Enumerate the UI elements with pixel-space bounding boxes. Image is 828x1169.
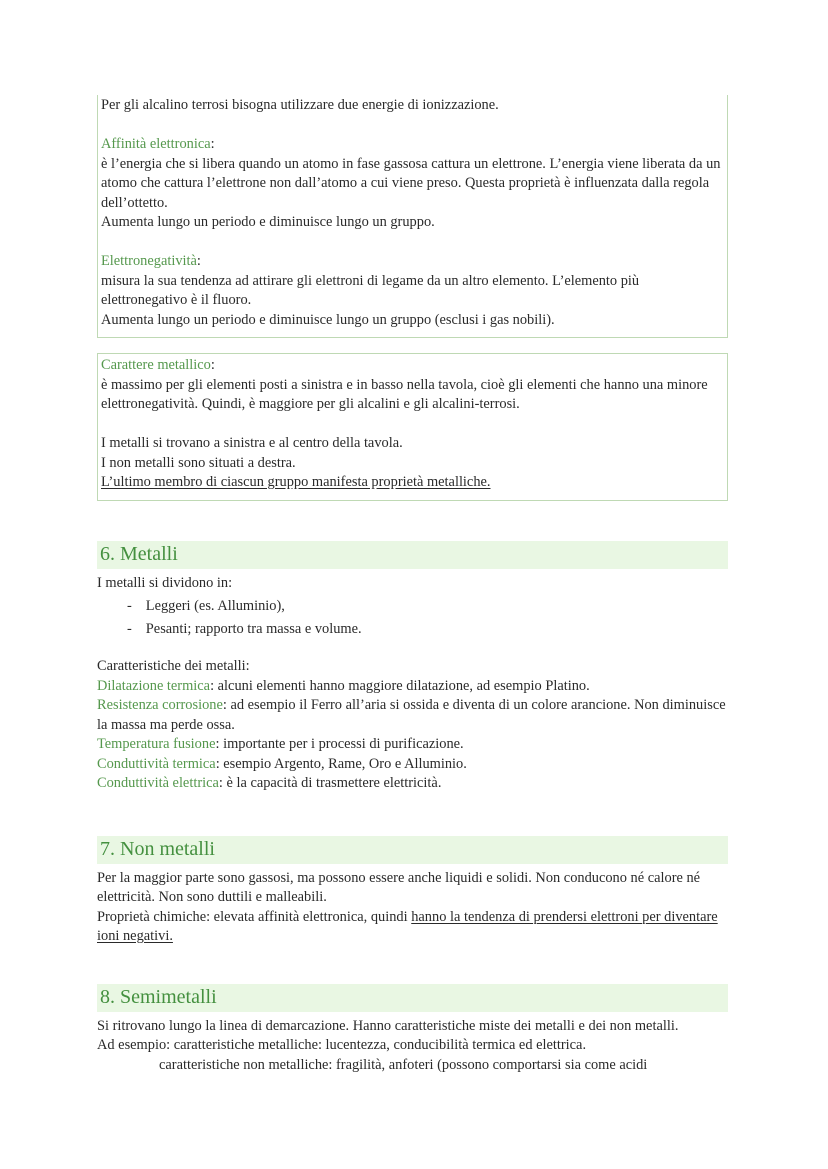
term-heading-affinity <box>101 135 723 155</box>
paragraph-metals-intro: I metalli si dividono in: <box>97 574 233 591</box>
term-colon: : <box>210 136 215 152</box>
term-colon: : <box>210 357 215 373</box>
characteristic-label: Temperatura fusione <box>97 736 216 752</box>
characteristic-text: : esempio Argento, Rame, Oro e Alluminio. <box>215 755 467 772</box>
characteristic-item <box>97 677 728 697</box>
paragraph-semimetals-metallic-traits: Ad esempio: caratteristiche metalliche: lucentezza, conducibilità termica ed elettrica. <box>97 1037 587 1053</box>
characteristic-label: Dilatazione termica <box>97 677 211 694</box>
paragraph-last-member-underlined: L’ultimo membro di ciascun gruppo manifesta proprietà metalliche. <box>101 474 491 490</box>
characteristic-item <box>97 696 728 735</box>
paragraph-affinity-body: è l’energia che si libera quando un atomo in fase gassosa cattura un elettrone. L’energia viene liberata da un atomo che cattura l’elettrone non dall’atomo a cui viene preso. Questa proprietà è influenzata dalla regola dell’ottetto. <box>101 155 721 211</box>
characteristic-text: : alcuni elementi hanno maggiore dilatazione, ad esempio Platino. <box>210 677 590 694</box>
metals-type-list <box>97 595 728 641</box>
bullet-dash: - <box>127 598 132 614</box>
characteristic-item <box>97 755 728 775</box>
characteristic-label: Conduttività elettrica <box>97 775 219 791</box>
term-label-affinity: Affinità elettronica <box>101 136 211 152</box>
section-heading-non-metalli: 7. Non metalli <box>97 836 728 864</box>
list-item <box>97 595 728 618</box>
characteristic-text: : importante per i processi di purificazione. <box>215 736 464 752</box>
paragraph-affinity-trend: Aumenta lungo un periodo e diminuisce lungo un gruppo. <box>101 214 435 230</box>
characteristic-item <box>97 735 728 755</box>
bullet-dash: - <box>127 621 132 637</box>
term-heading-electronegativity <box>101 252 723 272</box>
paragraph-metals-position: I metalli si trovano a sinistra e al centro della tavola. <box>101 435 403 451</box>
paragraph-nonmetals-properties: Per la maggior parte sono gassosi, ma possono essere anche liquidi e solidi. Non conducono né calore né elettricità. Non sono duttili e malleabili. <box>97 869 701 905</box>
paragraph-metallic-body: è massimo per gli elementi posti a sinistra e in basso nella tavola, cioè gli elementi che hanno una minore elettronegatività. Quindi, è maggiore per gli alcalini e gli alcalini-terrosi. <box>101 376 708 412</box>
paragraph-nonmetals-chemical <box>97 908 728 947</box>
paragraph-semimetals-location: Si ritrovano lungo la linea di demarcazione. Hanno caratteristiche miste dei metalli e dei non metalli. <box>97 1017 679 1034</box>
term-label-electronegativity: Elettronegatività <box>101 253 197 269</box>
section-heading-semimetalli: 8. Semimetalli <box>97 984 728 1012</box>
characteristic-label: Resistenza corrosione <box>97 697 223 713</box>
paragraph-electronegativity-trend: Aumenta lungo un periodo e diminuisce lungo un gruppo (esclusi i gas nobili). <box>101 311 555 328</box>
term-heading-metallic <box>101 356 723 376</box>
characteristic-text: : ad esempio il Ferro all’aria si ossida e diventa di un colore arancione. Non diminuisce la massa ma perde ossa. <box>97 697 726 733</box>
characteristic-label: Conduttività termica <box>97 755 216 772</box>
chemical-properties-underlined: hanno la tendenza di prendersi elettroni per diventare ioni negativi. <box>97 908 718 944</box>
paragraph-ionization: Per gli alcalino terrosi bisogna utilizzare due energie di ionizzazione. <box>101 97 499 113</box>
note-box-metallic-character <box>97 353 728 501</box>
characteristic-text: : è la capacità di trasmettere elettricità. <box>218 775 442 791</box>
term-label-metallic: Carattere metallico <box>101 357 211 373</box>
bullet-text: Pesanti; rapporto tra massa e volume. <box>145 621 362 637</box>
paragraph-characteristics-title: Caratteristiche dei metalli: <box>97 658 250 674</box>
characteristic-item <box>97 774 728 794</box>
section-heading-metalli: 6. Metalli <box>97 541 728 569</box>
paragraph-semimetals-nonmetallic-traits: caratteristiche non metalliche: fragilità, anfoteri (possono comportarsi sia come acidi <box>159 1056 648 1073</box>
paragraph-nonmetals-position: I non metalli sono situati a destra. <box>101 454 296 471</box>
note-box-affinity-electronegativity <box>97 95 728 338</box>
paragraph-electronegativity-body: misura la sua tendenza ad attirare gli elettroni di legame da un altro elemento. L’elemento più elettronegativo è il fluoro. <box>101 272 640 308</box>
list-item <box>97 618 728 641</box>
page-content <box>97 95 728 1075</box>
bullet-text: Leggeri (es. Alluminio), <box>145 598 285 614</box>
chemical-properties-plain: Proprietà chimiche: elevata affinità elettronica, quindi <box>97 908 412 925</box>
term-colon: : <box>196 253 201 269</box>
